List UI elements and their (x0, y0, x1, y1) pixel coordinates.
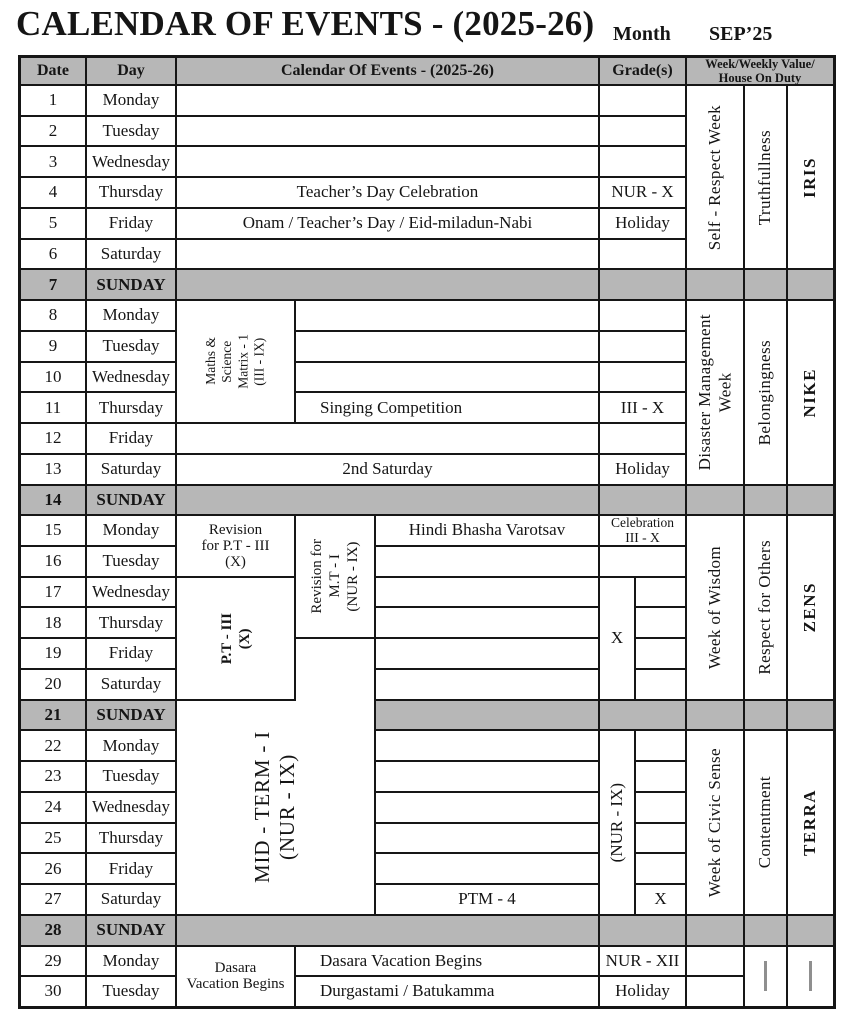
sunday-cell (177, 486, 598, 515)
text-line: Disaster Management (694, 314, 714, 471)
empty-cell (636, 578, 685, 607)
week-cell (687, 516, 743, 698)
text-block (201, 522, 269, 571)
grade-cell: NUR - X (600, 178, 685, 207)
sunday-cell (177, 916, 598, 945)
date-cell: 17 (21, 578, 85, 607)
header-line: House On Duty (718, 71, 802, 84)
date-cell: 5 (21, 209, 85, 238)
sunday-cell (745, 916, 786, 945)
text-line: Celebration (611, 516, 674, 531)
event-cell-singing: Singing Competition (296, 393, 598, 422)
grade-cell: X (600, 578, 634, 699)
date-cell: 6 (21, 240, 85, 269)
day-cell: Wednesday (87, 578, 175, 607)
house-name: TERRA (800, 789, 820, 857)
event-cell-revision-pt3 (177, 516, 294, 575)
date-cell: 12 (21, 424, 85, 453)
sunday-cell (788, 270, 833, 299)
day-cell: Thursday (87, 178, 175, 207)
sunday-cell (600, 486, 685, 515)
date-cell: 9 (21, 332, 85, 361)
day-cell: SUNDAY (87, 270, 175, 299)
day-cell: Saturday (87, 670, 175, 699)
date-cell: 23 (21, 762, 85, 791)
day-cell: Thursday (87, 824, 175, 853)
sunday-cell (788, 701, 833, 730)
date-cell: 3 (21, 147, 85, 176)
house-cell (788, 86, 833, 268)
text-line: III - X (625, 529, 660, 545)
date-cell: 7 (21, 270, 85, 299)
day-cell: Monday (87, 86, 175, 115)
event-cell-teachers-day: Teacher’s Day Celebration (177, 178, 598, 207)
text-line: Week (715, 372, 734, 413)
col-header-date: Date (21, 58, 85, 84)
grade-cell: X (636, 885, 685, 914)
weekly-value-cell (745, 301, 786, 483)
grade-cell: III - X (600, 393, 685, 422)
text-line: Matrix - 1 (235, 334, 251, 389)
day-cell: SUNDAY (87, 486, 175, 515)
placeholder-mark (764, 961, 767, 991)
empty-cell (177, 147, 598, 176)
empty-cell (636, 854, 685, 883)
empty-cell (376, 854, 598, 883)
date-cell: 21 (21, 701, 85, 730)
grade-cell: Holiday (600, 977, 685, 1006)
empty-cell (177, 86, 598, 115)
week-name: Self - Respect Week (704, 104, 724, 250)
weekly-value: Belongingness (755, 339, 775, 445)
title-bar (0, 0, 854, 55)
text-line: Maths & (203, 337, 219, 386)
text-line: for P.T - III (201, 537, 270, 554)
text-line: (X) (225, 554, 246, 571)
day-cell: Tuesday (87, 332, 175, 361)
day-cell: Thursday (87, 393, 175, 422)
empty-cell (296, 332, 598, 361)
text-line: MID - TERM - I (250, 731, 275, 884)
empty-cell (636, 639, 685, 668)
vertical-text (203, 334, 268, 389)
empty-cell (600, 363, 685, 392)
empty-cell (177, 117, 598, 146)
text-line: (NUR - IX) (345, 541, 361, 612)
page-title: CALENDAR OF EVENTS - (2025-26) (16, 4, 595, 43)
event-cell-pt3 (177, 578, 294, 699)
empty-cell (376, 670, 598, 699)
sunday-cell (745, 270, 786, 299)
date-cell: 28 (21, 916, 85, 945)
event-cell-second-saturday: 2nd Saturday (177, 455, 598, 484)
sunday-cell (600, 916, 685, 945)
empty-cell (636, 670, 685, 699)
date-cell: 22 (21, 731, 85, 760)
event-cell-empty (296, 639, 374, 698)
month-label: Month (613, 23, 671, 45)
empty-cell (600, 147, 685, 176)
event-cell-onam: Onam / Teacher’s Day / Eid-miladun-Nabi (177, 209, 598, 238)
empty-cell (600, 332, 685, 361)
house-cell (788, 516, 833, 698)
vertical-text: (NUR - IX) (606, 782, 626, 863)
sunday-cell (687, 486, 743, 515)
text-block (187, 960, 285, 992)
empty-cell (687, 977, 743, 1006)
date-cell: 27 (21, 885, 85, 914)
day-cell: Saturday (87, 455, 175, 484)
weekly-value: Respect for Others (755, 540, 775, 675)
empty-cell (376, 639, 598, 668)
text-line: (X) (236, 627, 253, 649)
week-name (695, 314, 736, 470)
date-cell: 8 (21, 301, 85, 330)
day-cell: Monday (87, 731, 175, 760)
week-name: Week of Civic Sense (704, 747, 724, 898)
date-cell: 2 (21, 117, 85, 146)
month-value: SEP’25 (709, 23, 773, 45)
header-line: Week/Weekly Value/ (705, 58, 815, 71)
date-cell: 18 (21, 608, 85, 637)
vertical-text (218, 613, 254, 664)
day-cell: Tuesday (87, 977, 175, 1006)
empty-cell (636, 762, 685, 791)
header-two-lines (705, 58, 814, 84)
grade-cell: Holiday (600, 455, 685, 484)
day-cell: Thursday (87, 608, 175, 637)
text-line: M.T - I (327, 554, 343, 599)
sunday-cell (687, 916, 743, 945)
date-cell: 20 (21, 670, 85, 699)
sunday-cell (745, 701, 786, 730)
day-cell: Monday (87, 947, 175, 976)
house-cell (788, 301, 833, 483)
date-cell: 24 (21, 793, 85, 822)
empty-cell (376, 793, 598, 822)
date-cell: 10 (21, 363, 85, 392)
house-cell-empty (788, 947, 833, 1006)
sunday-cell (376, 701, 598, 730)
sunday-cell (687, 701, 743, 730)
event-cell-durgastami: Durgastami / Batukamma (296, 977, 598, 1006)
calendar-table (18, 55, 836, 1009)
date-cell: 25 (21, 824, 85, 853)
day-cell: Monday (87, 516, 175, 545)
grade-cell-celebration (600, 516, 685, 545)
day-cell: Wednesday (87, 363, 175, 392)
date-cell: 16 (21, 547, 85, 576)
empty-cell (177, 240, 598, 269)
empty-cell (376, 547, 598, 576)
weekly-value-cell (745, 516, 786, 698)
day-cell: Saturday (87, 240, 175, 269)
week-name: Week of Wisdom (704, 545, 724, 670)
house-cell (788, 731, 833, 913)
empty-cell (177, 424, 598, 453)
event-cell-mid-term (177, 701, 374, 914)
event-cell-hindi-bhasha: Hindi Bhasha Varotsav (376, 516, 598, 545)
empty-cell (376, 824, 598, 853)
day-cell: Friday (87, 639, 175, 668)
sunday-cell (687, 270, 743, 299)
text-line: Revision for (309, 539, 325, 615)
event-cell-dasara: Dasara Vacation Begins (296, 947, 598, 976)
week-cell (687, 86, 743, 268)
date-cell: 15 (21, 516, 85, 545)
empty-cell (636, 731, 685, 760)
col-header-events: Calendar Of Events - (2025-26) (177, 58, 598, 84)
day-cell: Wednesday (87, 793, 175, 822)
grade-cell: Holiday (600, 209, 685, 238)
date-cell: 11 (21, 393, 85, 422)
date-cell: 13 (21, 455, 85, 484)
sunday-cell (600, 701, 685, 730)
text-line: Dasara (214, 960, 257, 977)
col-header-grades: Grade(s) (600, 58, 685, 84)
date-cell: 4 (21, 178, 85, 207)
day-cell: Tuesday (87, 117, 175, 146)
text-line: (NUR - IX) (275, 754, 300, 861)
empty-cell (376, 762, 598, 791)
date-cell: 30 (21, 977, 85, 1006)
empty-cell (600, 301, 685, 330)
empty-cell (600, 240, 685, 269)
empty-cell (636, 824, 685, 853)
sunday-cell (177, 270, 598, 299)
empty-cell (376, 578, 598, 607)
empty-cell (600, 424, 685, 453)
empty-cell (687, 947, 743, 976)
text-line: P.T - III (218, 612, 235, 664)
event-cell-ptm4: PTM - 4 (376, 885, 598, 914)
weekly-value: Truthfullness (755, 129, 775, 225)
empty-cell (296, 301, 598, 330)
empty-cell (636, 608, 685, 637)
weekly-value-cell-empty (745, 947, 786, 1006)
empty-cell (636, 793, 685, 822)
empty-cell (600, 86, 685, 115)
empty-cell (600, 547, 685, 576)
day-cell: Monday (87, 301, 175, 330)
event-cell-revision-mt1 (296, 516, 374, 637)
date-cell: 19 (21, 639, 85, 668)
day-cell: Tuesday (87, 762, 175, 791)
house-name: IRIS (800, 156, 820, 198)
sunday-cell (600, 270, 685, 299)
sunday-cell (788, 486, 833, 515)
day-cell: SUNDAY (87, 916, 175, 945)
text-block (611, 516, 674, 545)
text-line: (III - IX) (251, 337, 267, 386)
placeholder-mark (809, 961, 812, 991)
empty-cell (296, 363, 598, 392)
empty-cell (376, 731, 598, 760)
house-name: NIKE (800, 367, 820, 418)
col-header-week-value-house (687, 58, 833, 84)
grade-cell: NUR - XII (600, 947, 685, 976)
vertical-text (250, 731, 300, 883)
day-cell: Friday (87, 424, 175, 453)
weekly-value-cell (745, 86, 786, 268)
weekly-value-cell (745, 731, 786, 913)
event-cell-dasara-block (177, 947, 294, 1006)
date-cell: 14 (21, 486, 85, 515)
house-name: ZENS (800, 582, 820, 633)
grade-cell-nur-ix (600, 731, 634, 913)
day-cell: SUNDAY (87, 701, 175, 730)
col-header-day: Day (87, 58, 175, 84)
vertical-text (308, 539, 362, 614)
day-cell: Tuesday (87, 547, 175, 576)
day-cell: Friday (87, 854, 175, 883)
sunday-cell (788, 916, 833, 945)
week-cell (687, 301, 743, 483)
event-cell-maths-science-matrix (177, 301, 294, 422)
day-cell: Wednesday (87, 147, 175, 176)
week-cell (687, 731, 743, 913)
text-line: Vacation Begins (186, 976, 285, 993)
empty-cell (376, 608, 598, 637)
day-cell: Friday (87, 209, 175, 238)
text-line: Science (219, 340, 235, 383)
date-cell: 1 (21, 86, 85, 115)
date-cell: 29 (21, 947, 85, 976)
day-cell: Saturday (87, 885, 175, 914)
merged-cell-joiner (296, 697, 374, 704)
text-line: Revision (208, 521, 263, 538)
sunday-cell (745, 486, 786, 515)
date-cell: 26 (21, 854, 85, 883)
weekly-value: Contentment (755, 776, 775, 869)
empty-cell (600, 117, 685, 146)
